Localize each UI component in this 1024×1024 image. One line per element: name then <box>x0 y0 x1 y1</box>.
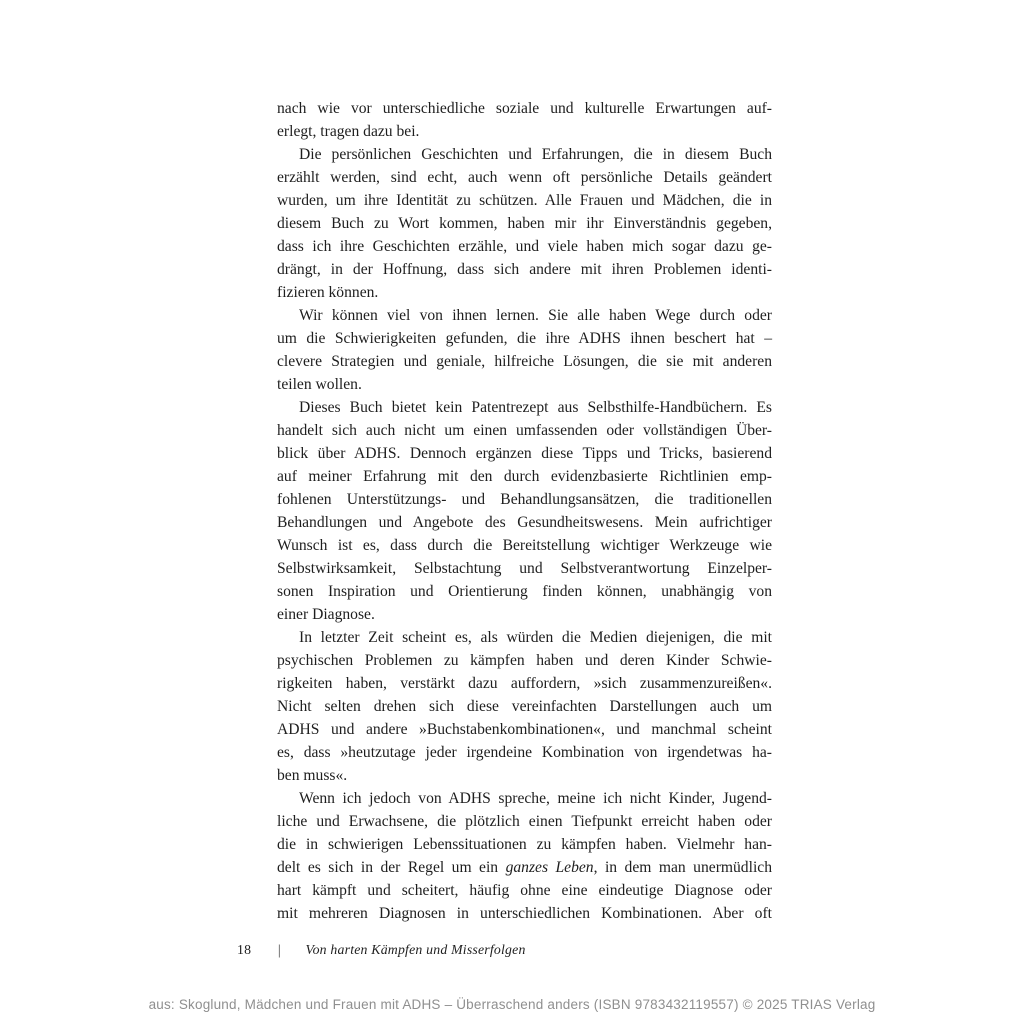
text-line: rigkeiten haben, verstärkt dazu auffordern, »sich zusammenzureißen«. <box>277 675 772 692</box>
text-line: erlegt, tragen dazu bei. <box>277 123 420 140</box>
text-line: teilen wollen. <box>277 376 362 393</box>
text-line: Dieses Buch bietet kein Patentrezept aus Selbsthilfe-Handbüchern. Es <box>299 399 772 416</box>
text-line: fohlenen Unterstützungs- und Behandlungsansätzen, die traditionellen <box>277 491 772 508</box>
text-line: liche und Erwachsene, die plötzlich einen Tiefpunkt erreicht haben oder <box>277 813 772 830</box>
text-line: handelt sich auch nicht um einen umfassenden oder vollständigen Über- <box>277 422 772 439</box>
text-line: Selbstwirksamkeit, Selbstachtung und Selbstverantwortung Einzelper- <box>277 560 772 577</box>
text-line: wurden, um ihre Identität zu schützen. Alle Frauen und Mädchen, die in <box>277 192 772 209</box>
text-line: um die Schwierigkeiten gefunden, die ihre ADHS ihnen beschert hat – <box>277 330 772 347</box>
text-line: Nicht selten drehen sich diese vereinfachten Darstellungen auch um <box>277 698 772 715</box>
text-line: erzählt werden, sind echt, auch wenn oft persönliche Details geändert <box>277 169 772 186</box>
text-line: delt es sich in der Regel um ein ganzes Leben, in dem man unermüdlich <box>277 859 772 876</box>
text-line: die in schwierigen Lebenssituationen zu kämpfen haben. Vielmehr han- <box>277 836 772 853</box>
page-number: 18 <box>237 942 252 957</box>
text-line: es, dass »heutzutage jeder irgendeine Kombination von irgendetwas ha- <box>277 744 772 761</box>
text-line: Wunsch ist es, dass durch die Bereitstellung wichtiger Werkzeuge wie <box>277 537 772 554</box>
source-attribution: aus: Skoglund, Mädchen und Frauen mit ADHS – Überraschend anders (ISBN 9783432119557) © 2025 TRIAS Verlag <box>148 997 876 1012</box>
body-text-block <box>277 97 772 925</box>
text-line: drängt, in der Hoffnung, dass sich andere mit ihren Problemen identi- <box>277 261 772 278</box>
chapter-title: Von harten Kämpfen und Misserfolgen <box>305 942 526 957</box>
text-line: psychischen Problemen zu kämpfen haben und deren Kinder Schwie- <box>277 652 772 669</box>
text-line: auf meiner Erfahrung mit den durch evidenzbasierte Richtlinien emp- <box>277 468 772 485</box>
text-line: Wir können viel von ihnen lernen. Sie alle haben Wege durch oder <box>299 307 772 324</box>
text-line: Behandlungen und Angebote des Gesundheitswesens. Mein aufrichtiger <box>277 514 772 531</box>
text-line: clevere Strategien und geniale, hilfreiche Lösungen, die sie mit anderen <box>277 353 772 370</box>
text-line: ADHS und andere »Buchstabenkombinationen«, und manchmal scheint <box>277 721 772 738</box>
text-line: mit mehreren Diagnosen in unterschiedlichen Kombinationen. Aber oft <box>277 905 772 922</box>
footer-separator: | <box>277 941 281 958</box>
text-line: sonen Inspiration und Orientierung finden können, unabhängig von <box>277 583 772 600</box>
text-line: fizieren können. <box>277 284 379 301</box>
page-footer <box>237 942 526 958</box>
text-line: einer Diagnose. <box>277 606 375 623</box>
text-line: In letzter Zeit scheint es, als würden die Medien diejenigen, die mit <box>299 629 772 646</box>
text-line: diesem Buch zu Wort kommen, haben mir ihr Einverständnis gegeben, <box>277 215 772 232</box>
text-line: Die persönlichen Geschichten und Erfahrungen, die in diesem Buch <box>299 146 772 163</box>
text-line: ben muss«. <box>277 767 348 784</box>
text-line: nach wie vor unterschiedliche soziale und kulturelle Erwartungen auf- <box>277 100 772 117</box>
text-line: blick über ADHS. Dennoch ergänzen diese Tipps und Tricks, basierend <box>277 445 772 462</box>
text-line: Wenn ich jedoch von ADHS spreche, meine ich nicht Kinder, Jugend- <box>299 790 772 807</box>
text-line: dass ich ihre Geschichten erzähle, und viele haben mich sogar dazu ge- <box>277 238 772 255</box>
text-line: hart kämpft und scheitert, häufig ohne eine eindeutige Diagnose oder <box>277 882 772 899</box>
